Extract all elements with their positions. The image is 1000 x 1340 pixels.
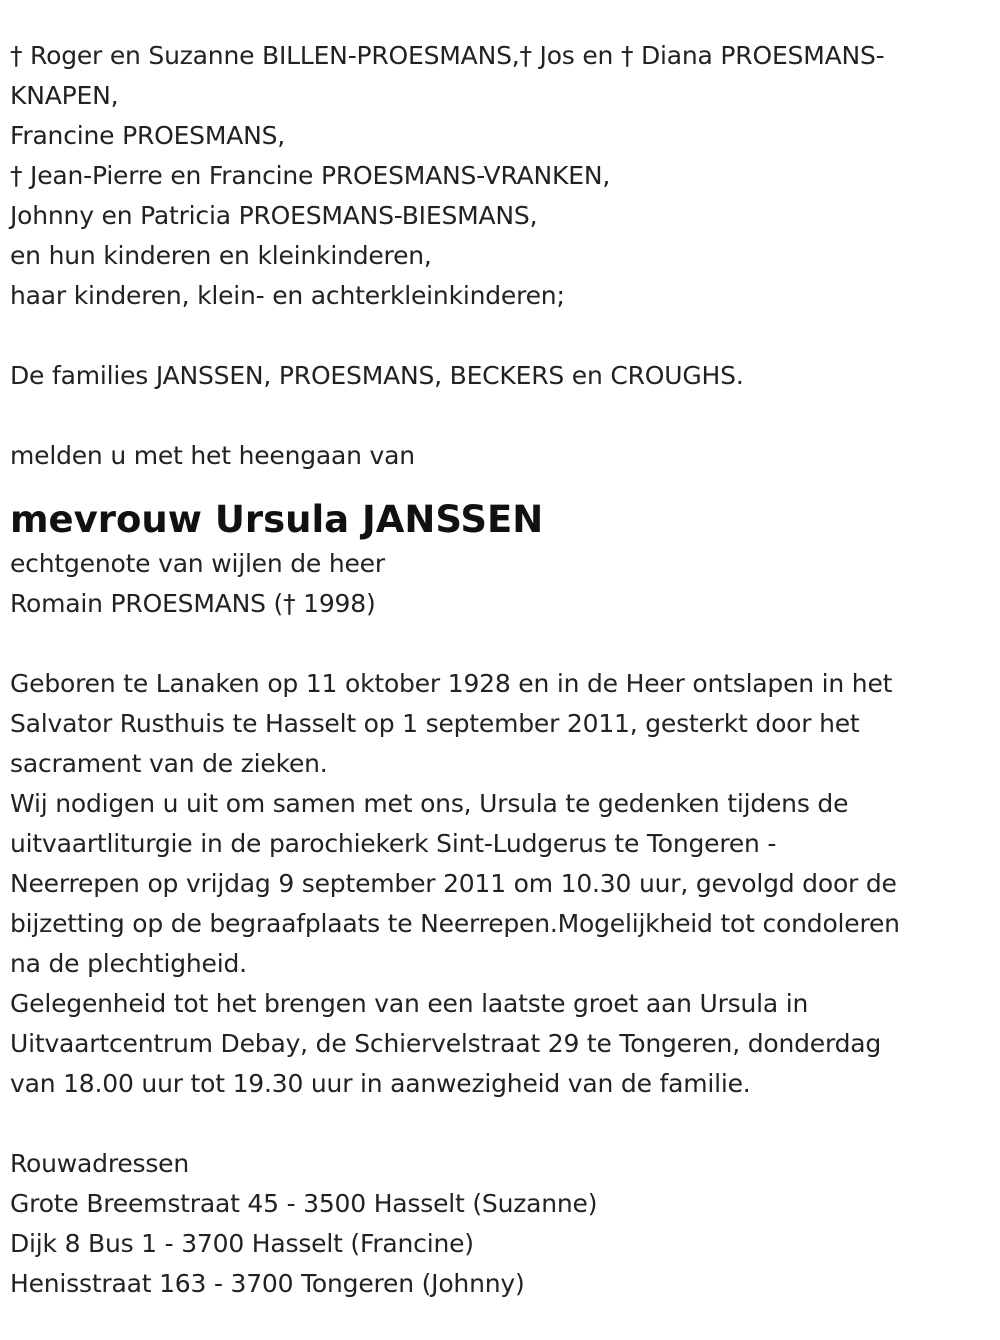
detail-line: Neerrepen op vrijdag 9 september 2011 om 10.30 uur, gevolgd door de [10, 869, 897, 898]
funeral-details [10, 664, 995, 1104]
family-list [10, 36, 995, 396]
spacer [10, 316, 995, 356]
family-line: Francine PROESMANS, [10, 121, 286, 150]
detail-line: Wij nodigen u uit om samen met ons, Ursula te gedenken tijdens de [10, 789, 849, 818]
detail-line: Geboren te Lanaken op 11 oktober 1928 en in de Heer ontslapen in het [10, 669, 893, 698]
obituary-notice [10, 36, 995, 1304]
spacer [10, 1104, 995, 1144]
announcement-text: melden u met het heengaan van [10, 441, 415, 470]
detail-line: Salvator Rusthuis te Hasselt op 1 september 2011, gesterkt door het [10, 709, 860, 738]
addresses-heading: Rouwadressen [10, 1149, 190, 1178]
family-line: Johnny en Patricia PROESMANS-BIESMANS, [10, 201, 538, 230]
detail-line: na de plechtigheid. [10, 949, 247, 978]
family-line: KNAPEN, [10, 81, 119, 110]
spouse-line: Romain PROESMANS († 1998) [10, 589, 376, 618]
family-line: en hun kinderen en kleinkinderen, [10, 241, 432, 270]
family-line: † Roger en Suzanne BILLEN-PROESMANS,† Jos en † Diana PROESMANS- [10, 41, 885, 70]
detail-line: sacrament van de zieken. [10, 749, 328, 778]
detail-line: bijzetting op de begraafplaats te Neerrepen.Mogelijkheid tot condoleren [10, 909, 900, 938]
address-item: Grote Breemstraat 45 - 3500 Hasselt (Suzanne) [10, 1189, 598, 1218]
deceased-name: mevrouw Ursula JANSSEN [10, 498, 544, 541]
spouse-line: echtgenote van wijlen de heer [10, 549, 385, 578]
family-line: De families JANSSEN, PROESMANS, BECKERS en CROUGHS. [10, 361, 744, 390]
spacer [10, 624, 995, 664]
detail-line: uitvaartliturgie in de parochiekerk Sint-Ludgerus te Tongeren - [10, 829, 777, 858]
detail-line: Gelegenheid tot het brengen van een laatste groet aan Ursula in [10, 989, 809, 1018]
mourning-addresses [10, 1144, 995, 1304]
family-line: haar kinderen, klein- en achterkleinkinderen; [10, 281, 565, 310]
address-item: Dijk 8 Bus 1 - 3700 Hasselt (Francine) [10, 1229, 474, 1258]
address-item: Henisstraat 163 - 3700 Tongeren (Johnny) [10, 1269, 525, 1298]
family-line: † Jean-Pierre en Francine PROESMANS-VRANKEN, [10, 161, 611, 190]
detail-line: van 18.00 uur tot 19.30 uur in aanwezigheid van de familie. [10, 1069, 751, 1098]
detail-line: Uitvaartcentrum Debay, de Schiervelstraat 29 te Tongeren, donderdag [10, 1029, 882, 1058]
spacer [10, 396, 995, 436]
